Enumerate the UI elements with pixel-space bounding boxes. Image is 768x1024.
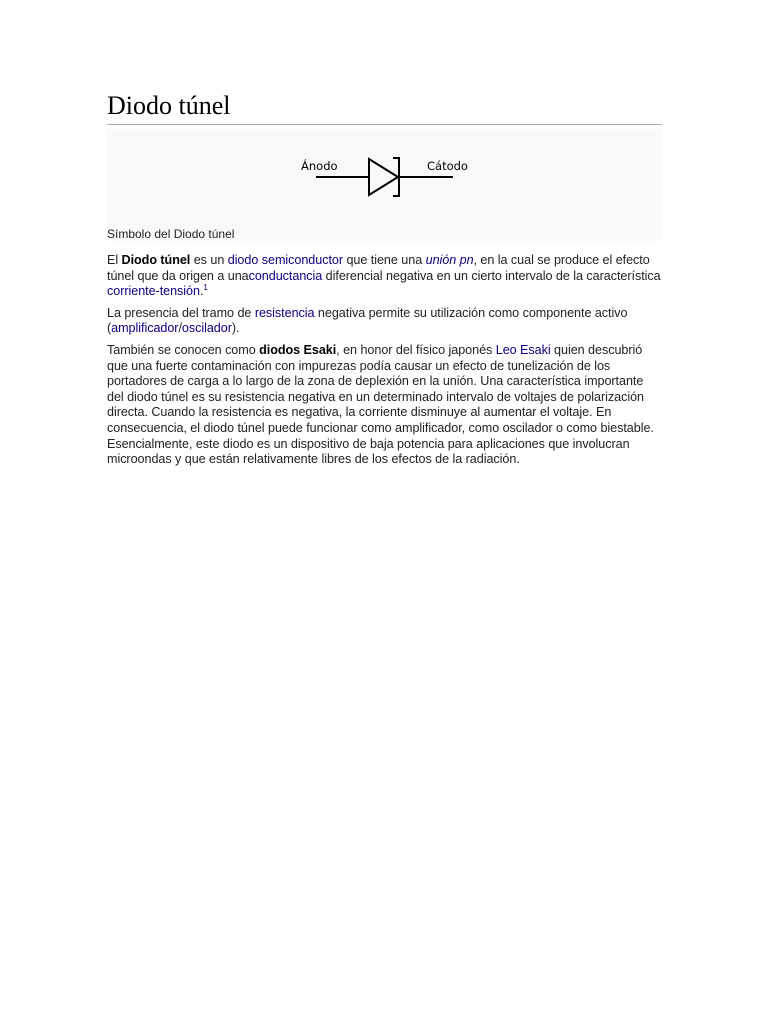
cathode-label: Cátodo <box>427 159 468 173</box>
bold-term-esaki: diodos Esaki <box>259 342 337 357</box>
link-diodo[interactable]: diodo <box>227 253 259 267</box>
link-conductancia[interactable]: conductancia <box>248 268 323 283</box>
anode-label: Ánodo <box>301 159 338 173</box>
article <box>107 90 662 474</box>
figure-caption: Símbolo del Diodo túnel <box>107 227 235 241</box>
link-semiconductor[interactable]: semiconductor <box>261 253 344 267</box>
paragraph-resistance: La presencia del tramo de resistencia negativa permite su utilización como componente activo (amplificador/oscilador). <box>107 305 628 336</box>
link-corriente-tension[interactable]: corriente-tensión <box>107 284 200 299</box>
diode-symbol-figure <box>107 129 662 241</box>
tunnel-diode-symbol <box>107 129 662 241</box>
bold-term: Diodo túnel <box>121 253 191 267</box>
page-title: Diodo túnel <box>107 90 662 125</box>
paragraph-esaki: También se conocen como diodos Esaki, en honor del físico japonés Leo Esaki quien descubrió que una fuerte contaminación con impurezas podía causar un efecto de tunelización de los portadores de carga a lo largo de la zona de deplexión en la unión. Una característica importante del diodo túnel es su resistencia negativa en un determinado intervalo de voltajes de polarización directa. Cuando la resistencia es negativa, la corriente disminuye al aumentar el voltaje. En consecuencia, el diodo túnel puede funcionar como amplificador, como oscilador o como biestable. Esencialmente, este diodo es un dispositivo de baja potencia para aplicaciones que involucran microondas y que están relativamente libres de los efectos de la radiación. <box>107 342 654 467</box>
link-resistencia[interactable]: resistencia <box>254 305 315 320</box>
diode-triangle <box>369 159 398 195</box>
reference-1[interactable]: 1 <box>203 283 208 292</box>
link-union-pn[interactable]: unión pn <box>425 253 474 267</box>
paragraph-intro: El Diodo túnel es un diodo semiconductor que tiene una unión pn, en la cual se produce el efecto túnel que da origen a unaconductancia diferencial negativa en un cierto intervalo de la característica corriente-tensión.$^1$ <box>107 253 661 299</box>
link-amplificador[interactable]: amplificador <box>111 321 179 336</box>
link-leo-esaki[interactable]: Leo Esaki <box>495 342 551 357</box>
diode-bar <box>393 158 399 196</box>
link-oscilador[interactable]: oscilador <box>181 321 232 336</box>
